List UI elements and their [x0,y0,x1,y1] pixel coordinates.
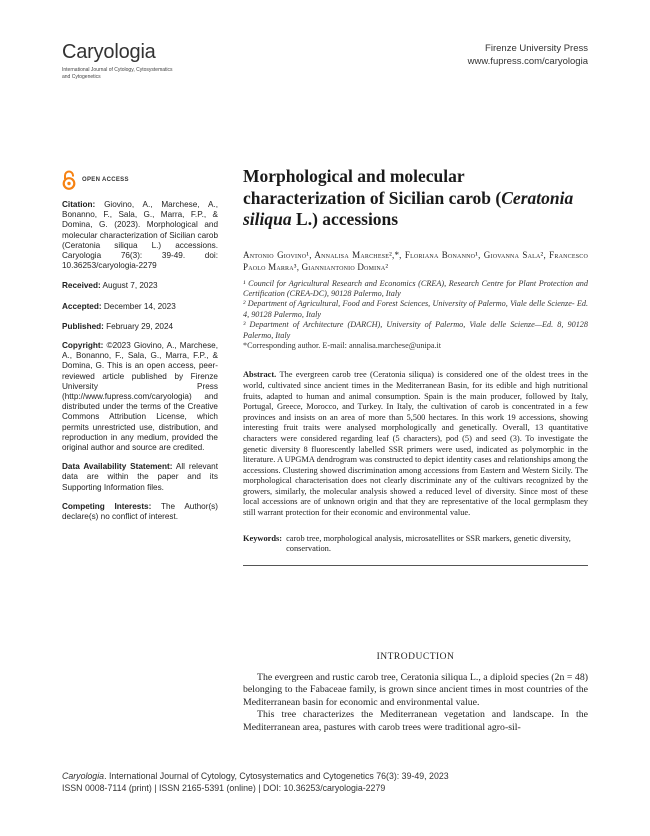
abstract-label: Abstract. [243,370,277,380]
page-footer [62,770,449,794]
published [62,322,218,332]
article-info-sidebar [62,170,218,522]
title-species: Ceratonia siliqua [243,187,574,229]
open-access-label: OPEN ACCESS [82,176,129,183]
accepted-date: December 14, 2023 [103,301,176,311]
copyright-label: Copyright: [62,341,104,351]
footer-citation [62,770,449,782]
abstract-text: The evergreen carob tree (Ceratonia siliqua) is considered one of the oldest trees in the world, cultivated since ancient times in the Mediterranean Basin, for its edible and high nutritional fruits, adapted to human and animal consumption. Spain is the main producer, followed by Italy, Portugal, Greece, Morocco, and Turkey. In Italy, the cultivation of carob is concentrated in a few provinces and insists on an area of more than 5,500 hectares. In this work 19 accessions, showing interesting fruit traits were analysed morphologically and genetically. Overall, 13 quantitative characters were considered regarding leaf (5 characters), pod (5) and seed (3). To investigate the genetic diversity 8 fluorescently labelled SSR primers were used, indicated as polymorphic in the literature. A UPGMA dendrogram was constructed to depict identity cases and relationships among the accessions. Clustering showed discrimination among accessions from Eastern and Western Sicily. The morphological characterisation does not clearly discriminate any of the cultivars recognized by the growers, similarly, the molecular analysis showed a reduced level of diversity. Since most of these local accessions are of unknown origin and that they are representative of the local germplasm they still warrant protection for their economic and environmental value. [243,370,588,518]
received-label: Received: [62,281,101,291]
corresponding-author: *Corresponding author. E-mail: annalisa.marchese@unipa.it [243,340,442,350]
journal-title: Caryologia [62,41,156,63]
citation [62,200,218,271]
affiliation-1: ¹ Council for Agricultural Research and Economics (CREA), Research Centre for Plant Protection and Certification (CREA-DC), 90128 Palermo, Italy [243,278,588,298]
journal-subtitle: International Journal of Cytology, Cytosystematics and Cytogenetics [62,67,173,80]
affiliations [243,279,588,352]
publisher-url[interactable]: www.fupress.com/caryologia [467,56,588,67]
publisher-name: Firenze University Press [485,43,588,54]
affiliation-2: ² Department of Agricultural, Food and Forest Sciences, University of Palermo, Viale delle Scienze- Ed. 4, 90128 Palermo, Italy [243,299,588,319]
data-availability-label: Data Availability Statement: [62,462,173,472]
title-part-1: Morphological and molecular characterization of Sicilian carob ( [243,166,502,208]
keywords-divider [243,565,588,566]
citation-label: Citation: [62,200,96,209]
intro-paragraph-1: The evergreen and rustic carob tree, Ceratonia siliqua L., a diploid species (2n = 48) belonging to the Fabaceae family, is grown since ancient times in most countries of the Mediterranean basin for economic and environmental value. [243,672,588,708]
open-access-icon [62,170,76,190]
title-part-2: L.) accessions [291,209,399,229]
published-date: February 29, 2024 [106,321,174,331]
affiliation-3: ³ Department of Architecture (DARCH), University of Palermo, Viale delle Scienze—Ed. 8, 90128 Palermo, Italy [243,320,588,340]
intro-paragraph-2: This tree characterizes the Mediterranean vegetation and landscape. In the Mediterranean area, pastures with carob trees were traditional agro-sil- [243,709,588,733]
competing-interests-text: The Author(s) declare(s) no conflict of interest. [62,501,218,522]
introduction-body [243,672,588,734]
copyright-text: ©2023 Giovino, A., Marchese, A., Bonanno, F., Sala, G., Marra, F.P., & Domina, G. This is an open access, peer-reviewed article published by Firenze University Press (http://www.fupress.com/caryologia) and distributed under the terms of the Creative Commons Attribution License, which permits unrestricted use, distribution, and reproduction in any medium, provided the original author and source are credited. [62,341,218,453]
citation-text: Giovino, A., Marchese, A., Bonanno, F., Sala, G., Marra, F.P., & Domina, G. (2023). Morphological and molecular characterization of Sicilian carob (Ceratonia siliqua L.) accessions. Caryologia 76(3): 39-49. doi: 10.36253/caryologia-2279 [62,200,218,271]
received-date: August 7, 2023 [102,281,158,291]
data-availability-text: All relevant data are within the paper and its Supporting Information files. [62,462,218,492]
keywords [243,534,588,555]
keywords-text: carob tree, morphological analysis, microsatellites or SSR markers, genetic diversity, conservation. [286,533,571,554]
footer-journal: Caryologia [62,771,105,781]
accepted [62,302,218,312]
data-availability [62,462,218,493]
introduction-heading: INTRODUCTION [376,652,455,662]
competing-interests-label: Competing Interests: [62,501,152,511]
article-title [243,166,588,231]
received [62,281,218,291]
accepted-label: Accepted: [62,301,102,311]
published-label: Published: [62,321,104,331]
footer-citation-rest: . International Journal of Cytology, Cytosystematics and Cytogenetics 76(3): 39-49, 2023 [104,771,449,781]
publisher-block [468,42,588,68]
copyright [62,341,218,453]
footer-issn: ISSN 0008-7114 (print) | ISSN 2165-5391 (online) | DOI: 10.36253/caryologia-2279 [62,783,386,793]
author-list: Antonio Giovino¹, Annalisa Marchese²,*, Floriana Bonanno¹, Giovanna Sala², Francesco Paolo Marra³, Gianniantonio Domina² [243,249,588,272]
open-access-badge [62,170,218,190]
abstract [243,370,588,518]
competing-interests [62,502,218,522]
article-main [243,166,588,566]
keywords-label: Keywords: [243,533,283,543]
